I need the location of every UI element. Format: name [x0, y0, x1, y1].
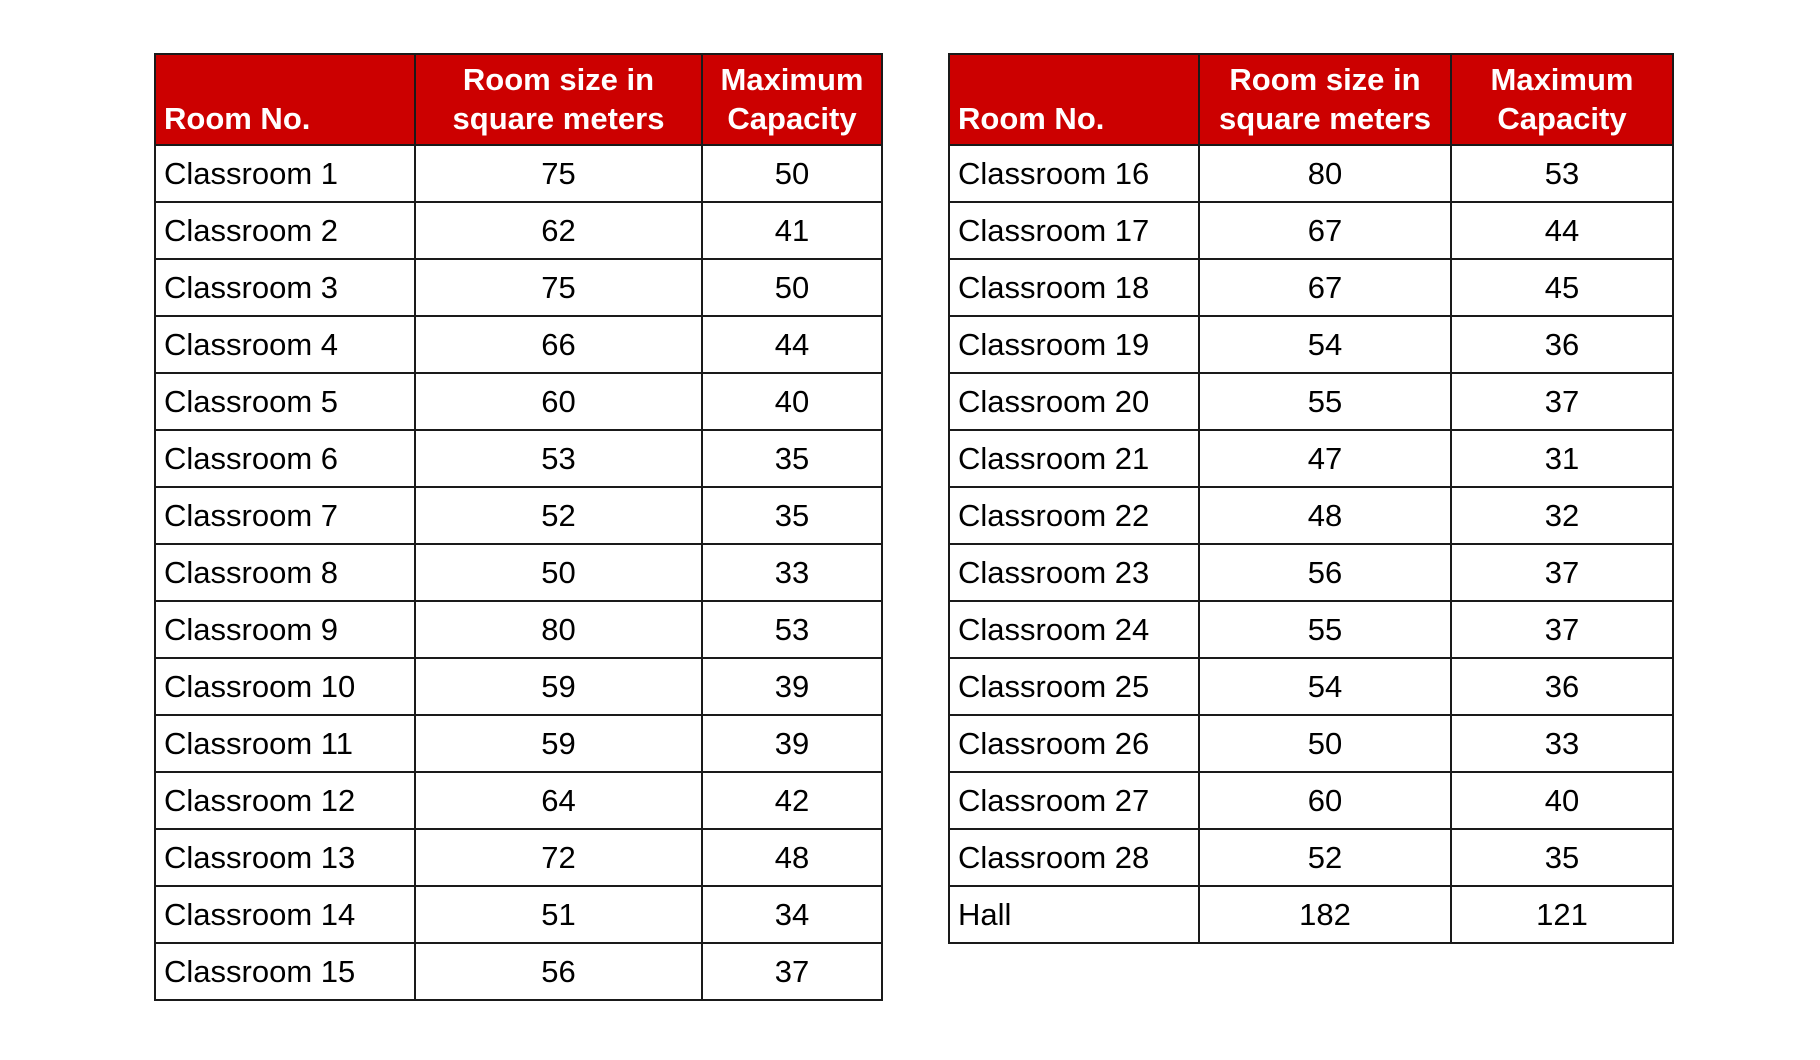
room-size-cell: 56 — [415, 943, 702, 1000]
room-size-cell: 52 — [1199, 829, 1451, 886]
room-name-cell: Classroom 26 — [949, 715, 1199, 772]
table-row — [155, 430, 882, 487]
table-body-left — [155, 145, 882, 1000]
header-room-size-line1: Room size in — [1229, 62, 1421, 97]
room-name-cell: Classroom 23 — [949, 544, 1199, 601]
table-row — [949, 202, 1673, 259]
header-room-size-line2: square meters — [1219, 101, 1431, 136]
room-size-cell: 59 — [415, 658, 702, 715]
room-size-cell: 54 — [1199, 316, 1451, 373]
room-name-cell: Classroom 7 — [155, 487, 415, 544]
table-row — [949, 772, 1673, 829]
max-capacity-cell: 121 — [1451, 886, 1673, 943]
room-name-cell: Classroom 22 — [949, 487, 1199, 544]
table-row — [949, 715, 1673, 772]
max-capacity-cell: 33 — [702, 544, 882, 601]
room-size-cell: 66 — [415, 316, 702, 373]
room-size-cell: 182 — [1199, 886, 1451, 943]
room-capacity-table-left — [154, 53, 883, 1001]
max-capacity-cell: 53 — [1451, 145, 1673, 202]
table-row — [949, 259, 1673, 316]
header-room-no — [949, 54, 1199, 145]
room-size-cell: 55 — [1199, 373, 1451, 430]
max-capacity-cell: 44 — [702, 316, 882, 373]
table-row — [155, 772, 882, 829]
room-size-cell: 80 — [1199, 145, 1451, 202]
table-row — [949, 430, 1673, 487]
max-capacity-cell: 37 — [702, 943, 882, 1000]
table-row — [155, 601, 882, 658]
header-max-capacity-line1: Maximum — [1490, 62, 1634, 97]
table-header-row — [155, 54, 882, 145]
room-size-cell: 59 — [415, 715, 702, 772]
room-capacity-table-right — [948, 53, 1674, 944]
room-size-cell: 54 — [1199, 658, 1451, 715]
room-name-cell: Classroom 25 — [949, 658, 1199, 715]
room-name-cell: Classroom 18 — [949, 259, 1199, 316]
room-size-cell: 56 — [1199, 544, 1451, 601]
table-row — [155, 658, 882, 715]
max-capacity-cell: 36 — [1451, 658, 1673, 715]
table-row — [949, 601, 1673, 658]
max-capacity-cell: 45 — [1451, 259, 1673, 316]
table-row — [949, 487, 1673, 544]
table-row — [949, 544, 1673, 601]
max-capacity-cell: 37 — [1451, 601, 1673, 658]
room-name-cell: Classroom 3 — [155, 259, 415, 316]
header-room-no-label: Room No. — [958, 101, 1105, 136]
room-name-cell: Classroom 4 — [155, 316, 415, 373]
room-name-cell: Classroom 12 — [155, 772, 415, 829]
max-capacity-cell: 44 — [1451, 202, 1673, 259]
header-room-size — [1199, 54, 1451, 145]
header-max-capacity-line2: Capacity — [1497, 101, 1627, 136]
room-size-cell: 48 — [1199, 487, 1451, 544]
room-name-cell: Classroom 10 — [155, 658, 415, 715]
room-size-cell: 60 — [415, 373, 702, 430]
table-row — [155, 202, 882, 259]
room-size-cell: 72 — [415, 829, 702, 886]
table-row — [949, 829, 1673, 886]
max-capacity-cell: 34 — [702, 886, 882, 943]
room-name-cell: Classroom 14 — [155, 886, 415, 943]
max-capacity-cell: 35 — [702, 487, 882, 544]
max-capacity-cell: 39 — [702, 715, 882, 772]
table-header-row — [949, 54, 1673, 145]
table-row — [155, 544, 882, 601]
room-size-cell: 50 — [415, 544, 702, 601]
room-name-cell: Classroom 1 — [155, 145, 415, 202]
room-size-cell: 80 — [415, 601, 702, 658]
room-name-cell: Classroom 8 — [155, 544, 415, 601]
max-capacity-cell: 41 — [702, 202, 882, 259]
room-size-cell: 51 — [415, 886, 702, 943]
room-name-cell: Classroom 27 — [949, 772, 1199, 829]
room-size-cell: 60 — [1199, 772, 1451, 829]
room-size-cell: 67 — [1199, 202, 1451, 259]
header-room-size-line2: square meters — [452, 101, 665, 136]
table-row — [155, 487, 882, 544]
table-row — [949, 658, 1673, 715]
room-size-cell: 52 — [415, 487, 702, 544]
table-row — [949, 373, 1673, 430]
max-capacity-cell: 31 — [1451, 430, 1673, 487]
table-row — [155, 145, 882, 202]
max-capacity-cell: 40 — [1451, 772, 1673, 829]
header-max-capacity — [1451, 54, 1673, 145]
max-capacity-cell: 35 — [1451, 829, 1673, 886]
room-name-cell: Classroom 24 — [949, 601, 1199, 658]
max-capacity-cell: 37 — [1451, 373, 1673, 430]
room-name-cell: Hall — [949, 886, 1199, 943]
max-capacity-cell: 36 — [1451, 316, 1673, 373]
room-size-cell: 75 — [415, 259, 702, 316]
room-size-cell: 47 — [1199, 430, 1451, 487]
table-row — [155, 259, 882, 316]
room-size-cell: 67 — [1199, 259, 1451, 316]
room-size-cell: 55 — [1199, 601, 1451, 658]
max-capacity-cell: 48 — [702, 829, 882, 886]
max-capacity-cell: 50 — [702, 259, 882, 316]
header-max-capacity-line1: Maximum — [720, 62, 864, 97]
room-name-cell: Classroom 17 — [949, 202, 1199, 259]
room-name-cell: Classroom 21 — [949, 430, 1199, 487]
room-name-cell: Classroom 5 — [155, 373, 415, 430]
room-name-cell: Classroom 9 — [155, 601, 415, 658]
table-row — [155, 373, 882, 430]
table-body-right — [949, 145, 1673, 943]
table-row — [949, 886, 1673, 943]
max-capacity-cell: 32 — [1451, 487, 1673, 544]
header-room-size-line1: Room size in — [462, 62, 655, 97]
room-name-cell: Classroom 6 — [155, 430, 415, 487]
room-name-cell: Classroom 19 — [949, 316, 1199, 373]
table-row — [155, 715, 882, 772]
room-size-cell: 62 — [415, 202, 702, 259]
room-size-cell: 75 — [415, 145, 702, 202]
table-row — [155, 316, 882, 373]
header-max-capacity-line2: Capacity — [727, 101, 857, 136]
table-row — [949, 145, 1673, 202]
header-room-no — [155, 54, 415, 145]
room-size-cell: 50 — [1199, 715, 1451, 772]
room-name-cell: Classroom 2 — [155, 202, 415, 259]
table-row — [155, 886, 882, 943]
max-capacity-cell: 42 — [702, 772, 882, 829]
table-row — [155, 829, 882, 886]
max-capacity-cell: 35 — [702, 430, 882, 487]
room-name-cell: Classroom 28 — [949, 829, 1199, 886]
header-max-capacity — [702, 54, 882, 145]
max-capacity-cell: 39 — [702, 658, 882, 715]
max-capacity-cell: 37 — [1451, 544, 1673, 601]
table-row — [949, 316, 1673, 373]
max-capacity-cell: 53 — [702, 601, 882, 658]
header-room-no-label: Room No. — [164, 101, 311, 136]
room-name-cell: Classroom 11 — [155, 715, 415, 772]
header-room-size — [415, 54, 702, 145]
room-name-cell: Classroom 20 — [949, 373, 1199, 430]
max-capacity-cell: 40 — [702, 373, 882, 430]
max-capacity-cell: 50 — [702, 145, 882, 202]
table-row — [155, 943, 882, 1000]
room-name-cell: Classroom 13 — [155, 829, 415, 886]
max-capacity-cell: 33 — [1451, 715, 1673, 772]
room-size-cell: 53 — [415, 430, 702, 487]
room-name-cell: Classroom 15 — [155, 943, 415, 1000]
room-size-cell: 64 — [415, 772, 702, 829]
room-name-cell: Classroom 16 — [949, 145, 1199, 202]
